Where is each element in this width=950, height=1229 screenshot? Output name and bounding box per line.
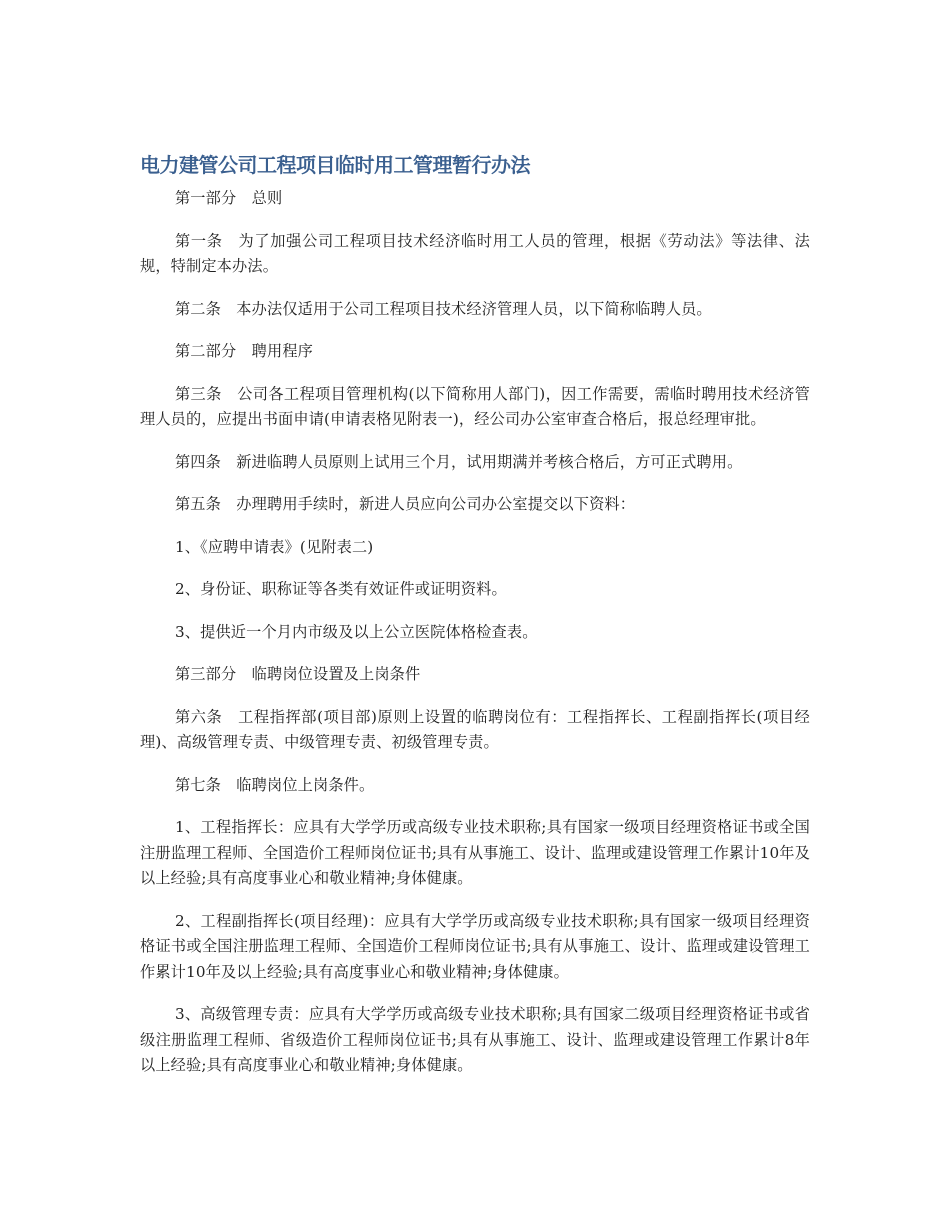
part-heading: 第一部分 总则: [174, 189, 283, 207]
list-item: 1、《应聘申请表》(见附表二): [174, 537, 374, 556]
list-item: 2、工程副指挥长(项目经理)：应具有大学学历或高级专业技术职称;具有国家一级项目经理资格证书或全国注册监理工程师、全国造价工程师岗位证书;具有从事施工、设计、监理或建设管理工作累计10年及以上经验;具有高度事业心和敬业精神;身体健康。: [140, 911, 810, 981]
article-paragraph: 第四条 新进临聘人员原则上试用三个月，试用期满并考核合格后，方可正式聘用。: [174, 452, 743, 471]
list-item: 1、工程指挥长：应具有大学学历或高级专业技术职称;具有国家一级项目经理资格证书或全国注册监理工程师、全国造价工程师岗位证书;具有从事施工、设计、监理或建设管理工作累计10年及以上经验;具有高度事业心和敬业精神;身体健康。: [140, 818, 810, 887]
part-heading: 第三部分 临聘岗位设置及上岗条件: [174, 665, 421, 683]
article-paragraph: 第七条 临聘岗位上岗条件。: [174, 775, 375, 794]
article-paragraph: 第三条 公司各工程项目管理机构(以下简称用人部门)，因工作需要，需临时聘用技术经济管理人员的，应提出书面申请(申请表格见附表一)，经公司办公室审查合格后，报总经理审批。: [140, 384, 810, 428]
document-title: 电力建管公司工程项目临时用工管理暂行办法: [140, 153, 530, 177]
article-paragraph: 第五条 办理聘用手续时，新进人员应向公司办公室提交以下资料：: [174, 495, 636, 513]
article-paragraph: 第一条 为了加强公司工程项目技术经济临时用工人员的管理，根据《劳动法》等法律、法规，特制定本办法。: [140, 231, 810, 275]
list-item: 3、提供近一个月内市级及以上公立医院体格检查表。: [174, 622, 538, 641]
list-item: 3、高级管理专责：应具有大学学历或高级专业技术职称;具有国家二级项目经理资格证书或省级注册监理工程师、省级造价工程师岗位证书;具有从事施工、设计、监理或建设管理工作累计8年以上经验;具有高度事业心和敬业精神;身体健康。: [140, 1005, 810, 1074]
part-heading: 第二部分 聘用程序: [174, 342, 313, 360]
article-paragraph: 第六条 工程指挥部(项目部)原则上设置的临聘岗位有：工程指挥长、工程副指挥长(项目经理)、高级管理专责、中级管理专责、初级管理专责。: [140, 707, 810, 751]
article-paragraph: 第二条 本办法仅适用于公司工程项目技术经济管理人员，以下简称临聘人员。: [174, 299, 712, 318]
list-item: 2、身份证、职称证等各类有效证件或证明资料。: [174, 580, 507, 598]
